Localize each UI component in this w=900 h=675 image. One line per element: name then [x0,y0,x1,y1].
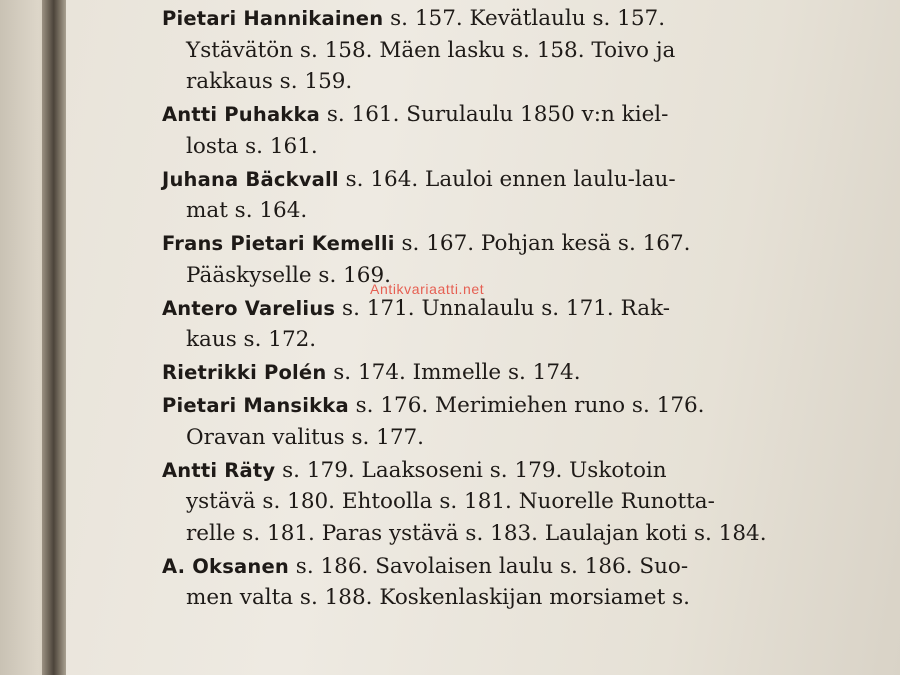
book-page [66,0,900,675]
entry-line: s. 164. Lauloi ennen laulu-lau- [338,166,676,192]
entry-line: s. 186. Savolaisen laulu s. 186. Suo- [288,553,689,579]
entry-line: kaus s. 172. [186,327,317,352]
index-entry [162,390,802,453]
entry-line: s. 171. Unnalaulu s. 171. Rak- [335,295,671,321]
entry-line: s. 167. Pohjan kesä s. 167. [394,231,691,256]
author-name: Pietari Hannikainen [162,7,384,30]
index-entry [162,455,802,550]
author-name: A. Oksanen [162,554,289,578]
entry-line: relle s. 181. Paras ystävä s. 183. Laulajan koti s. 184. [186,520,767,546]
entry-line: rakkaus s. 159. [186,69,353,94]
entry-line: men valta s. 188. Koskenlaskijan morsiamet s. [186,585,690,610]
entry-line: Ystävätön s. 158. Mäen lasku s. 158. Toivo ja [186,37,676,63]
entry-line: Oravan valitus s. 177. [186,424,425,450]
author-name: Antero Varelius [162,296,336,320]
entry-line: Pääskyselle s. 169. [186,262,391,288]
entry-line: s. 161. Surulaulu 1850 v:n kiel- [320,102,669,127]
index-entry [162,357,802,389]
author-name: Rietrikki Polén [162,361,327,384]
book-spine [42,0,68,675]
entry-line: s. 176. Merimiehen runo s. 176. [348,393,705,418]
author-name: Juhana Bäckvall [162,167,339,191]
author-name: Antti Puhakka [162,103,321,126]
author-name: Frans Pietari Kemelli [162,232,395,255]
entry-line: mat s. 164. [186,198,308,223]
entry-line: losta s. 161. [186,133,318,159]
author-name: Antti Räty [162,458,276,482]
entry-line: s. 179. Laaksoseni s. 179. Uskotoin [275,457,667,483]
index-entry [162,551,802,614]
index-entry [162,293,802,356]
entry-line: ystävä s. 180. Ehtoolla s. 181. Nuorelle Runotta- [186,489,715,514]
author-name: Pietari Mansikka [162,394,349,417]
index-text [162,3,802,614]
watermark: Antikvariaatti.net [370,281,485,297]
entry-line: s. 174. Immelle s. 174. [326,360,581,385]
index-entry [162,99,802,162]
index-entry [162,3,802,98]
entry-line: s. 157. Kevätlaulu s. 157. [383,6,666,31]
index-entry [162,164,802,227]
